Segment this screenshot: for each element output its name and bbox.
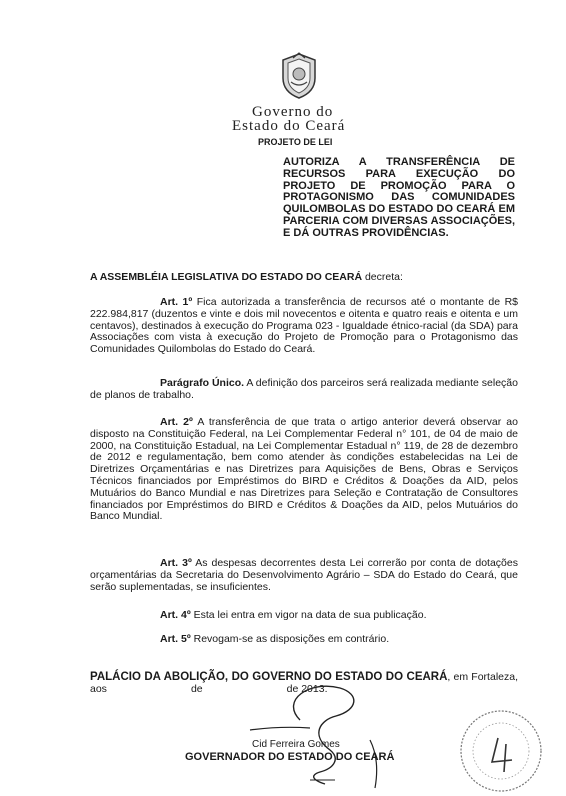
closing-de: de xyxy=(190,682,203,695)
closing-location: , em Fortaleza, aos xyxy=(90,671,518,695)
signatory-name: Cid Ferreira Gomes xyxy=(252,739,340,750)
article-1-label: Art. 1º xyxy=(160,296,193,308)
handwritten-signature xyxy=(240,680,400,790)
government-title-line2: Estado do Ceará xyxy=(232,118,346,134)
closing-palace: PALÁCIO DA ABOLIÇÃO, DO GOVERNO DO ESTADO DO CEARÁ xyxy=(90,671,448,683)
article-3-label: Art. 3º xyxy=(160,557,192,569)
article-2-text: A transferência de que trata o artigo anterior deverá observar ao disposto na Constituição Federal, na Lei Complementar Federal n° 101, de 04 de maio de 2000, na Constituição Estadual, na Lei Complementar Estadual n° 119, de 28 de dezembro de 2012 e regulamentação, bem como atender às condições estabelecidas na Lei de Diretrizes Orçamentárias e nas Diretrizes para Aquisições de Bens, Obras e Serviços Técnicos financiados por Empréstimos do BIRD e Créditos & Doações da AID, pelos Mutuários do Banco Mundial e nas Diretrizes para Seleção e Contratação de Consultores financiados por Empréstimos do BIRD e Créditos & Doações da AID, pelos Mutuários do Banco Mundial. xyxy=(90,416,518,523)
preamble-decreta: decreta: xyxy=(362,271,403,283)
preamble xyxy=(90,272,518,284)
ementa-summary: AUTORIZA A TRANSFERÊNCIA DE RECURSOS PARA EXECUÇÃO DO PROJETO DE PROMOÇÃO PARA O PROTAGONISMO DAS COMUNIDADES QUILOMBOLAS DO ESTADO DO CEARÁ EM PARCERIA COM DIVERSAS ASSOCIAÇÕES, E DÁ OUTRAS PROVIDÊNCIAS. xyxy=(283,156,515,239)
signatory-title: GOVERNADOR DO ESTADO DO CEARÁ xyxy=(185,751,395,763)
protocol-stamp-icon xyxy=(458,708,544,794)
article-4-label: Art. 4º xyxy=(160,609,191,621)
article-2-label: Art. 2º xyxy=(160,416,193,428)
article-1 xyxy=(90,297,518,356)
article-2 xyxy=(90,417,518,523)
article-5-text: Revogam-se as disposições em contrário. xyxy=(190,633,390,645)
article-5 xyxy=(90,634,518,646)
article-3 xyxy=(90,558,518,593)
government-title-line1: Governo do xyxy=(252,104,334,120)
paragrafo-unico-label: Parágrafo Único. xyxy=(160,377,245,389)
preamble-assembly: A ASSEMBLÉIA LEGISLATIVA DO ESTADO DO CEARÁ xyxy=(90,271,363,283)
article-5-label: Art. 5º xyxy=(160,633,191,645)
paragrafo-unico xyxy=(90,378,518,402)
paragrafo-unico-text: A definição dos parceiros será realizada mediante seleção de planos de trabalho. xyxy=(90,377,518,401)
article-1-text: Fica autorizada a transferência de recursos até o montante de R$ 222.984,817 (duzentos e vinte e dois mil novecentos e oitenta e quatro reais e oitenta e um centavos), destinados à execução do Programa 023 - Igualdade étnico-racial (da SDA) para Associações com vista à execução do Projeto de Promoção para o Protagonismo das Comunidades Quilombolas do Estado do Ceará. xyxy=(90,296,518,356)
article-4 xyxy=(90,610,518,622)
article-4-text: Esta lei entra em vigor na data de sua publicação. xyxy=(190,609,427,621)
article-3-text: As despesas decorrentes desta Lei correrão por conta de dotações orçamentárias da Secretaria do Desenvolvimento Agrário – SDA do Estado do Ceará, que serão suplementadas, se insuficientes. xyxy=(90,557,518,593)
ceara-coat-of-arms-icon xyxy=(279,52,319,100)
closing-year: de 2013. xyxy=(286,682,328,695)
document-type: PROJETO DE LEI xyxy=(258,137,333,147)
